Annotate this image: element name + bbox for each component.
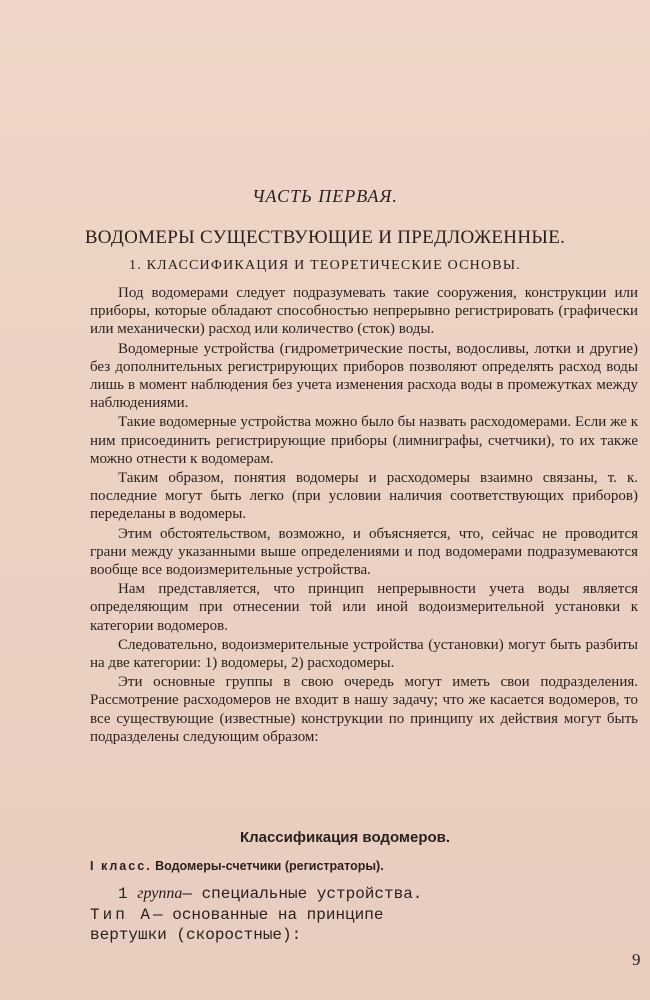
type-line-continued: вертушки (скоростные):: [90, 926, 302, 944]
section-title: 1. КЛАССИФИКАЦИЯ И ТЕОРЕТИЧЕСКИЕ ОСНОВЫ.: [129, 258, 521, 273]
paragraph: Такие водомерные устройства можно было бы назвать расходомерами. Если же к ним присоединить регистрирующие приборы (лимниграфы, счетчики), то их также можно отнести к водомерам.: [90, 414, 638, 467]
paragraph: Следовательно, водоизмерительные устройства (установки) могут быть разбиты на две категории: 1) водомеры, 2) расходомеры.: [90, 636, 638, 672]
paragraph: Этим обстоятельством, возможно, и объясняется, что, сейчас не проводится грани между указанными выше определениями и под водомерами подразумеваются вообще все водоизмерительные устройства.: [90, 525, 638, 579]
body-text: [90, 284, 638, 747]
group-text: — специальные устройства.: [182, 885, 423, 903]
page-number: 9: [632, 950, 641, 969]
paragraph: Под водомерами следует подразумевать такие сооружения, конструкции или приборы, которые обладают способностью непрерывно регистрировать (графически или механически) расход или количество (сток) воды.: [90, 285, 638, 338]
group-number: 1: [118, 885, 128, 903]
type-text: — основанные на принципе: [153, 906, 384, 924]
paragraph: Нам представляется, что принцип непрерывности учета воды является определяющим при отнесении той или иной водоизмерительной установки к категории водомеров.: [90, 581, 638, 634]
type-label: Тип А: [90, 906, 154, 924]
class-label: I класс.: [90, 859, 152, 873]
class-text: Водомеры-счетчики (регистраторы).: [155, 859, 384, 873]
part-heading: ЧАСТЬ ПЕРВАЯ.: [252, 186, 398, 206]
class-line: [90, 859, 384, 873]
type-line: [90, 906, 383, 924]
classification-title: Классификация водомеров.: [239, 829, 451, 846]
group-word: группа: [137, 885, 183, 902]
chapter-title: ВОДОМЕРЫ СУЩЕСТВУЮЩИЕ И ПРЕДЛОЖЕННЫЕ.: [84, 227, 566, 248]
paragraph: Таким образом, понятия водомеры и расходомеры взаимно связаны, т. к. последние могут быть легко (при условии наличия соответствующих приборов) переделаны в водомеры.: [90, 470, 638, 523]
paragraph: Эти основные группы в свою очередь могут иметь свои подразделения. Рассмотрение расходомеров не входит в нашу задачу; что же касается водомеров, то все существующие (известные) конструкции по принципу их действия могут быть подразделены следующим образом:: [90, 674, 638, 745]
paragraph: Водомерные устройства (гидрометрические посты, водосливы, лотки и другие) без дополнительных регистрирующих приборов позволяют определять расход воды лишь в момент наблюдения без учета изменения расхода воды в промежутках между наблюдениями.: [90, 340, 638, 412]
group-line: [118, 885, 422, 903]
